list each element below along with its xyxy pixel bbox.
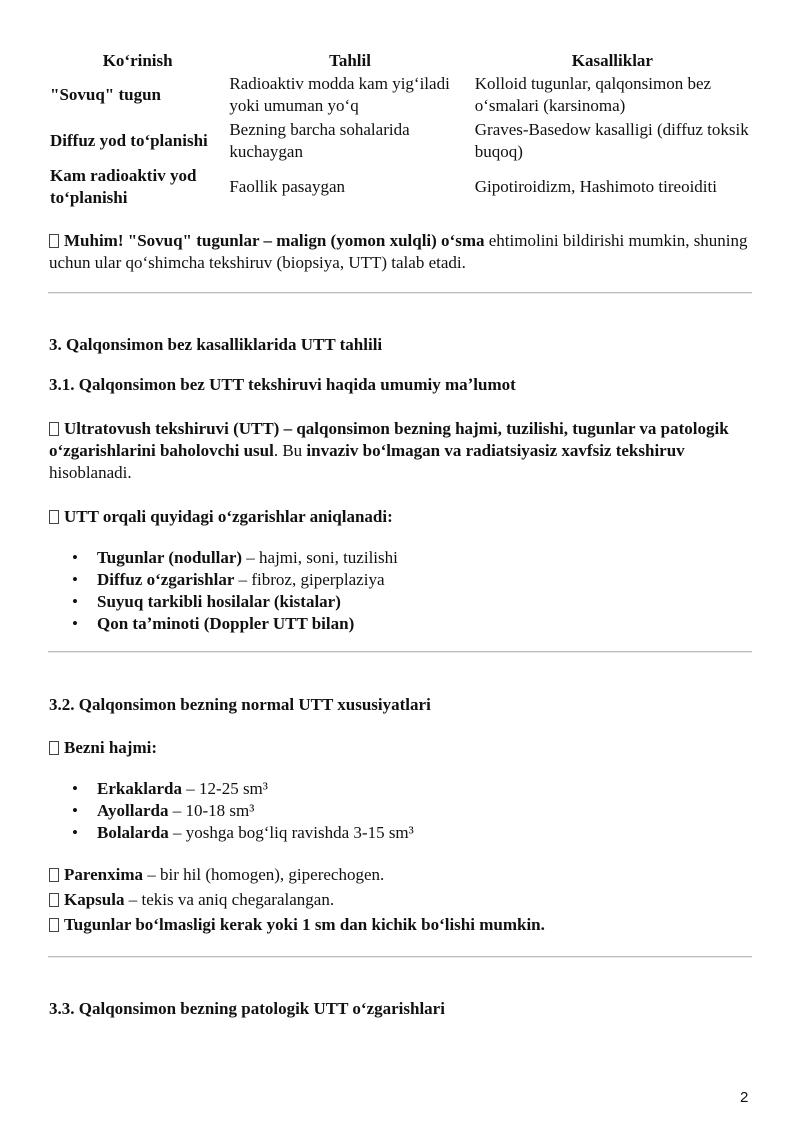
utt-intro-mid: . Bu [273, 441, 307, 460]
missing-glyph-box-icon [49, 422, 59, 436]
table-cell-analysis: Radioaktiv modda kam yigʻiladi yoki umuman yoʻq [229, 74, 450, 115]
table-cell-diseases: Graves-Basedow kasalligi (diffuz toksik buqoq) [474, 120, 749, 161]
item-text: – 12-25 sm³ [182, 779, 268, 798]
list-item [49, 822, 414, 844]
table-cell-view: Diffuz yod toʻplanishi [50, 131, 208, 150]
utt-intro-end: hisoblanadi. [49, 463, 132, 482]
capsule-line [49, 889, 755, 911]
bullet-icon: • [72, 570, 78, 589]
volume-title-text: Bezni hajmi: [64, 738, 158, 757]
table-header-row [48, 48, 752, 72]
list-item [49, 547, 398, 569]
warning-bold: Muhim! "Sovuq" tugunlar – malign (yomon xulqli) oʻsma [64, 231, 485, 250]
parenchyma-line [49, 864, 755, 886]
nodes-text: Tugunlar boʻlmasligi kerak yoki 1 sm dan kichik boʻlishi mumkin. [64, 915, 545, 934]
page-number: 2 [740, 1089, 749, 1106]
capsule-text: – tekis va aniq chegaralangan. [124, 890, 335, 909]
divider [48, 292, 752, 294]
utt-list-title-text: UTT orqali quyidagi oʻzgarishlar aniqlanadi: [64, 507, 393, 526]
header-analysis: Tahlil [329, 51, 371, 70]
bullet-icon: • [72, 801, 78, 820]
table-cell-diseases: Kolloid tugunlar, qalqonsimon bez oʻsmalari (karsinoma) [474, 74, 712, 115]
item-text: – 10-18 sm³ [168, 801, 255, 820]
parenchyma-text: – bir hil (homogen), giperechogen. [143, 865, 385, 884]
missing-glyph-box-icon [49, 893, 59, 907]
table-cell-analysis: Bezning barcha sohalarida kuchaygan [229, 120, 410, 161]
missing-glyph-box-icon [49, 741, 59, 755]
item-bold: Diffuz oʻzgarishlar [97, 570, 235, 589]
divider [48, 651, 752, 653]
table-cell-view: Kam radioaktiv yod toʻplanishi [50, 166, 197, 207]
utt-intro-paragraph [49, 418, 755, 484]
missing-glyph-box-icon [49, 868, 59, 882]
table-row [48, 118, 752, 164]
list-item [49, 800, 414, 822]
capsule-bold: Kapsula [64, 890, 125, 909]
section-3-2-title: 3.2. Qalqonsimon bezning normal UTT xususiyatlari [49, 695, 431, 714]
table-row [48, 72, 752, 118]
item-text: – fibroz, giperplaziya [234, 570, 385, 589]
table-cell-view: "Sovuq" tugun [50, 85, 162, 104]
header-diseases: Kasalliklar [571, 51, 653, 70]
missing-glyph-box-icon [49, 234, 59, 248]
volume-list [49, 778, 414, 844]
item-bold: Qon taʼminoti (Doppler UTT bilan) [97, 614, 355, 633]
item-bold: Suyuq tarkibli hosilalar (kistalar) [97, 592, 341, 611]
bullet-icon: • [72, 779, 78, 798]
item-bold: Ayollarda [97, 801, 169, 820]
section-3-title: 3. Qalqonsimon bez kasalliklarida UTT tahlili [49, 335, 383, 354]
list-item [49, 569, 398, 591]
utt-intro-bold2: invaziv boʻlmagan va radiatsiyasiz xavfsiz tekshiruv [306, 441, 685, 460]
parenchyma-bold: Parenxima [64, 865, 144, 884]
list-item [49, 613, 398, 635]
volume-title [49, 737, 755, 759]
divider [48, 956, 752, 958]
section-3-1-title: 3.1. Qalqonsimon bez UTT tekshiruvi haqida umumiy maʼlumot [49, 375, 516, 394]
warning-paragraph [49, 230, 755, 274]
item-bold: Bolalarda [97, 823, 169, 842]
table-cell-diseases: Gipotiroidizm, Hashimoto tireoiditi [474, 177, 717, 196]
item-bold: Tugunlar (nodullar) [97, 548, 243, 567]
table-cell-analysis: Faollik pasaygan [229, 177, 345, 196]
diagnosis-table [48, 48, 752, 210]
bullet-icon: • [72, 823, 78, 842]
missing-glyph-box-icon [49, 510, 59, 524]
item-text: – yoshga bogʻliq ravishda 3-15 sm³ [168, 823, 414, 842]
bullet-icon: • [72, 614, 78, 633]
item-bold: Erkaklarda [97, 779, 183, 798]
item-text: – hajmi, soni, tuzilishi [242, 548, 398, 567]
section-3-3-title: 3.3. Qalqonsimon bezning patologik UTT oʻzgarishlari [49, 999, 445, 1018]
bullet-icon: • [72, 548, 78, 567]
list-item [49, 778, 414, 800]
header-view: Koʻrinish [102, 51, 173, 70]
list-item [49, 591, 398, 613]
utt-intro-bold: Ultratovush tekshiruvi (UTT) – qalqonsimon bezning hajmi, tuzilishi, tugunlar va patologik oʻzgarishlarini baholovchi usul [49, 419, 729, 460]
utt-findings-list [49, 547, 398, 635]
nodes-line [49, 914, 755, 936]
table-row [48, 164, 752, 210]
warning-text: ehtimolini bildirishi mumkin, shuning uchun ular qoʻshimcha tekshiruv (biopsiya, UTT) talab etadi. [49, 231, 748, 272]
missing-glyph-box-icon [49, 918, 59, 932]
utt-list-title [49, 506, 755, 528]
bullet-icon: • [72, 592, 78, 611]
